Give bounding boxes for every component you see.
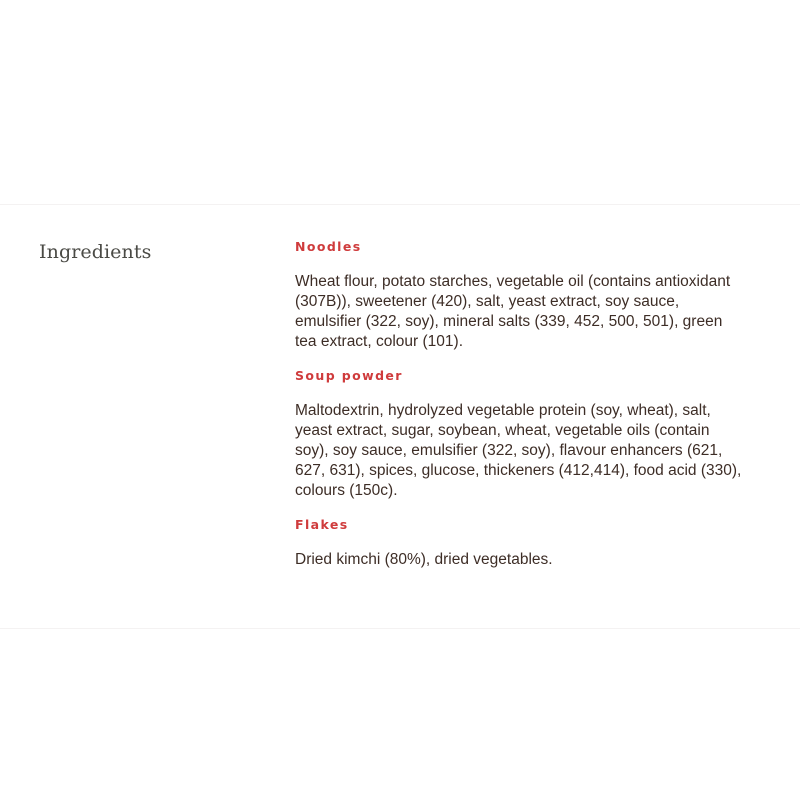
text-line: colours (150c). [295,482,398,499]
group-text [295,550,780,570]
text-line: 627, 631), spices, glucose, thickeners (412,414), food acid (330), [295,462,742,479]
text-line: yeast extract, sugar, soybean, wheat, vegetable oils (contain [295,422,710,439]
ingredient-group-flakes [295,517,780,570]
text-line: Wheat flour, potato starches, vegetable oil (contains antioxidant [295,273,731,290]
group-text [295,401,780,501]
group-heading: Flakes [295,517,349,532]
ingredient-group-soup-powder [295,368,780,501]
group-text [295,272,780,352]
text-line: tea extract, colour (101). [295,333,463,350]
group-heading: Soup powder [295,368,403,383]
text-line: soy), soy sauce, emulsifier (322, soy), flavour enhancers (621, [295,442,723,459]
text-line: emulsifier (322, soy), mineral salts (339, 452, 500, 501), green [295,313,723,330]
text-line: Maltodextrin, hydrolyzed vegetable protein (soy, wheat), salt, [295,402,711,419]
text-line: (307B)), sweetener (420), salt, yeast extract, soy sauce, [295,293,680,310]
ingredient-group-noodles [295,239,780,352]
group-heading: Noodles [295,239,362,254]
text-line: Dried kimchi (80%), dried vegetables. [295,551,553,568]
ingredients-content [295,239,780,570]
section-title: Ingredients [39,241,152,263]
